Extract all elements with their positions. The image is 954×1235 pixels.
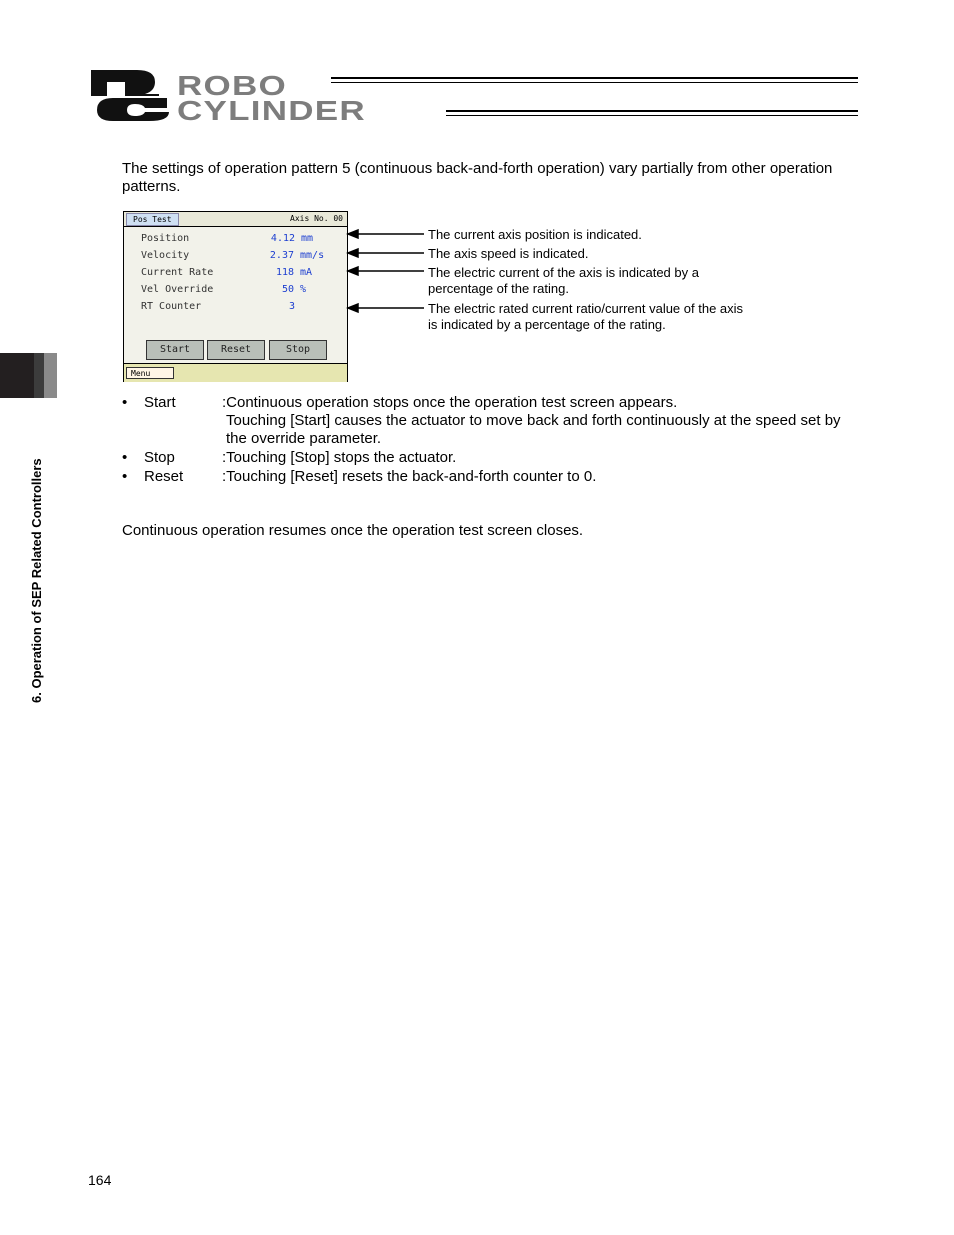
screen-tab-pos-test[interactable]: Pos Test [126, 213, 179, 226]
menu-button[interactable]: Menu [126, 367, 174, 379]
logo-word-robo: ROBO [177, 70, 287, 101]
page-number: 164 [88, 1172, 112, 1188]
rc-logo-mark [89, 68, 171, 122]
bullet-desc-reset: :Touching [Reset] resets the back-and-forth counter to 0. [222, 468, 597, 485]
closing-paragraph: Continuous operation resumes once the operation test screen closes. [122, 522, 584, 539]
screen-footer [124, 363, 347, 382]
row-value-vel-override: 50 % [281, 284, 307, 295]
header-rule-top-1 [331, 77, 858, 79]
row-label-velocity: Velocity [141, 250, 190, 261]
bullet-label-start: Start [144, 394, 176, 411]
intro-paragraph: The settings of operation pattern 5 (continuous back-and-forth operation) vary partially from other operation patterns. [122, 160, 833, 195]
side-tab-block [0, 353, 34, 398]
bullet-desc-start: :Continuous operation stops once the operation test screen appears. [222, 394, 678, 411]
row-value-position: 4.12 mm [270, 233, 314, 244]
row-label-position: Position [141, 233, 190, 244]
bullet-desc-stop: :Touching [Stop] stops the actuator. [222, 449, 457, 466]
side-tab-stripe [34, 353, 44, 398]
bullet-reset: • [122, 468, 128, 485]
bullet-label-stop: Stop [144, 449, 175, 466]
row-value-velocity: 2.37 mm/s [269, 250, 325, 261]
header-rule-bottom-1 [446, 110, 858, 112]
header-rule-top-2 [331, 82, 858, 83]
side-tab-stripe-light [44, 353, 57, 398]
bullet-start: • [122, 394, 128, 411]
annotation-arrows [346, 225, 426, 320]
operation-test-screen [123, 211, 348, 382]
reset-button[interactable]: Reset [207, 340, 265, 360]
row-label-vel-override: Vel Override [141, 284, 214, 295]
chapter-label: 6. Operation of SEP Related Controllers [29, 458, 44, 703]
header-rule-bottom-2 [446, 115, 858, 116]
logo-word-cylinder: CYLINDER [177, 95, 366, 126]
annotation-rated-current: The electric rated current ratio/current value of the axis is indicated by a percentage of the rating. [428, 301, 744, 332]
bullet-desc-start-detail: Touching [Start] causes the actuator to move back and forth continuously at the speed set by the override parameter. [226, 412, 841, 447]
axis-number: Axis No. 00 [290, 214, 343, 223]
annotation-velocity: The axis speed is indicated. [428, 246, 589, 261]
start-button[interactable]: Start [146, 340, 204, 360]
row-value-rt-counter: 3 [288, 301, 296, 312]
annotation-position: The current axis position is indicated. [428, 227, 642, 242]
stop-button[interactable]: Stop [269, 340, 327, 360]
row-label-rt-counter: RT Counter [141, 301, 202, 312]
screen-title-bar [124, 212, 347, 227]
bullet-label-reset: Reset [144, 468, 184, 485]
annotation-current-rate: The electric current of the axis is indicated by a percentage of the rating. [428, 265, 699, 296]
bullet-stop: • [122, 449, 128, 466]
row-value-current-rate: 118 mA [275, 267, 313, 278]
row-label-current-rate: Current Rate [141, 267, 214, 278]
